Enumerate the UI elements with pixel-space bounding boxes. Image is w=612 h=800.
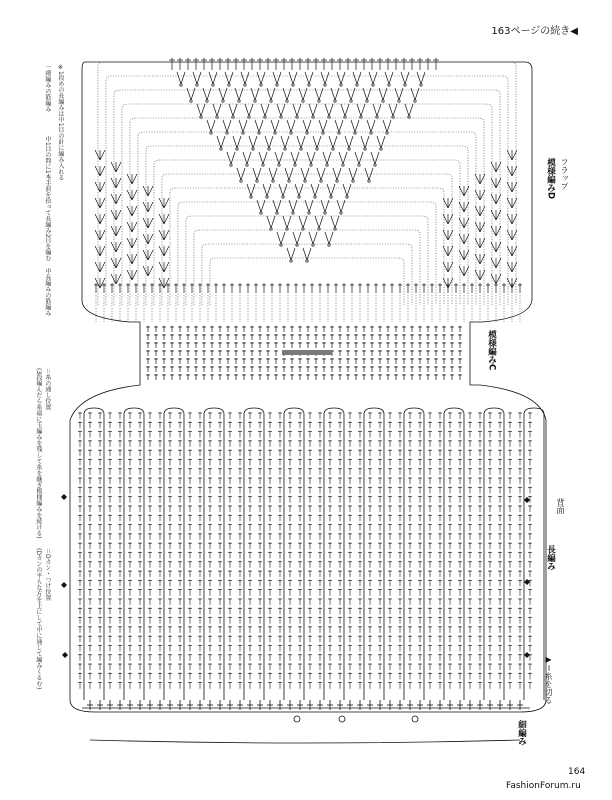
v-stitch (341, 104, 349, 116)
fan-stitch (459, 202, 469, 212)
v-stitch (239, 120, 247, 132)
chain-dot (222, 100, 224, 102)
fan-stitch (491, 210, 501, 220)
fan-stitch (143, 218, 153, 228)
fan-stitch (127, 270, 137, 280)
chain-dot (344, 116, 346, 118)
v-stitch (337, 72, 345, 84)
row-connector (194, 230, 420, 305)
fan-stitch (459, 234, 469, 244)
chain-dot (260, 84, 262, 86)
chain-dot (318, 100, 320, 102)
chain-dot (366, 100, 368, 102)
fan-stitch (95, 214, 105, 224)
chain-dot (248, 116, 250, 118)
fan-stitch (475, 238, 485, 248)
chain-dot (368, 180, 370, 182)
chain-dot (254, 100, 256, 102)
v-stitch (417, 72, 425, 84)
v-stitch (319, 120, 327, 132)
v-stitch (267, 216, 275, 228)
v-stitch (255, 120, 263, 132)
v-stitch (291, 152, 299, 164)
fan-stitch (443, 198, 453, 208)
v-stitch (293, 232, 301, 244)
v-stitch (343, 184, 351, 196)
chart-outline (70, 62, 546, 712)
ring-marker (294, 716, 300, 722)
chain-dot (282, 196, 284, 198)
chain-dot (212, 84, 214, 86)
v-stitch (241, 72, 249, 84)
v-stitch (257, 72, 265, 84)
chain-dot (382, 100, 384, 102)
fan-stitch (443, 214, 453, 224)
cut-yarn-label: ▶＝糸を切る (544, 655, 553, 704)
fan-stitch (491, 258, 501, 268)
v-stitch (353, 72, 361, 84)
fan-stitch (127, 206, 137, 216)
chain-dot (326, 164, 328, 166)
chain-dot (334, 100, 336, 102)
v-stitch (219, 88, 227, 100)
chain-dot (314, 196, 316, 198)
chain-dot (196, 84, 198, 86)
chain-dot (230, 164, 232, 166)
back-label: 背面 (556, 498, 565, 514)
row-connector (114, 90, 500, 305)
v-stitch (383, 120, 391, 132)
v-stitch (257, 200, 265, 212)
v-stitch (369, 72, 377, 84)
column-outline (444, 408, 464, 700)
fan-stitch (143, 234, 153, 244)
v-stitch (321, 72, 329, 84)
chain-dot (276, 84, 278, 86)
fan-stitch (507, 246, 517, 256)
chain-dot (190, 100, 192, 102)
column-outline (164, 408, 184, 700)
bottom-chain-arc (90, 740, 520, 743)
v-stitch (225, 72, 233, 84)
fan-stitch (111, 194, 121, 204)
v-stitch (223, 120, 231, 132)
chain-dot (240, 180, 242, 182)
fan-stitch (127, 254, 137, 264)
chain-dot (324, 84, 326, 86)
chain-dot (286, 100, 288, 102)
fan-stitch (491, 274, 501, 284)
column-outline (364, 408, 384, 700)
v-stitch (385, 72, 393, 84)
chain-dot (302, 228, 304, 230)
fan-stitch (507, 166, 517, 176)
v-stitch (339, 152, 347, 164)
chain-dot (298, 196, 300, 198)
single-crochet-edge (82, 700, 530, 743)
v-stitch (315, 216, 323, 228)
v-stitch (307, 152, 315, 164)
v-stitch (209, 72, 217, 84)
row-connector (210, 258, 404, 305)
chain-dot (220, 148, 222, 150)
v-stitch (289, 72, 297, 84)
fan-stitch (95, 230, 105, 240)
chain-dot (320, 180, 322, 182)
fan-stitch (143, 202, 153, 212)
fan-stitch (475, 174, 485, 184)
chain-dot (210, 132, 212, 134)
chain-dot (236, 148, 238, 150)
flap-label: フラップ (560, 158, 569, 190)
legend-tr-pair: 中1目の間に1本手前を拾って長編み2目を編む (43, 136, 51, 262)
chain-dot (272, 180, 274, 182)
v-stitch (309, 232, 317, 244)
chain-dot (372, 84, 374, 86)
v-stitch (315, 88, 323, 100)
v-stitch (287, 120, 295, 132)
fan-stitch (159, 214, 169, 224)
v-stitch (295, 184, 303, 196)
v-stitch (213, 104, 221, 116)
fan-stitch (507, 262, 517, 272)
chain-dot (256, 180, 258, 182)
fan-stitch (475, 222, 485, 232)
markers (61, 494, 530, 658)
fan-stitch (95, 278, 105, 288)
v-stitch (325, 104, 333, 116)
fan-stitch (111, 274, 121, 284)
chain-dot (386, 132, 388, 134)
chain-dot (404, 84, 406, 86)
v-stitch (277, 232, 285, 244)
chain-dot (348, 148, 350, 150)
chain-dot (358, 164, 360, 166)
legend-htr-back-loop: 中長編みの筋編み (43, 268, 51, 316)
v-stitch (261, 104, 269, 116)
fan-stitch (159, 246, 169, 256)
v-stitch (377, 136, 385, 148)
chain-dot (340, 212, 342, 214)
chain-dot (244, 84, 246, 86)
v-stitch (193, 72, 201, 84)
chain-dot (262, 164, 264, 166)
yarn-position-bar (282, 350, 332, 355)
fan-stitch (95, 262, 105, 272)
fan-stitch (95, 166, 105, 176)
row-connector (138, 132, 476, 305)
v-stitch (371, 152, 379, 164)
ring-marker (339, 716, 345, 722)
row-connector (98, 62, 516, 305)
chain-dot (308, 84, 310, 86)
chain-dot (250, 196, 252, 198)
column-outline (124, 408, 144, 700)
fan-stitch (127, 222, 137, 232)
fan-stitch (491, 242, 501, 252)
chain-dot (342, 164, 344, 166)
fan-stitch (459, 266, 469, 276)
fan-stitch (475, 190, 485, 200)
chain-dot (310, 164, 312, 166)
fan-stitch (143, 250, 153, 260)
chain-dot (398, 100, 400, 102)
fan-stitch (111, 226, 121, 236)
v-stitch (283, 216, 291, 228)
legend-note-first-row: ※1段めの長編みは中1目の針に編み入れる (56, 64, 64, 181)
chain-dot (180, 84, 182, 86)
fan-stitch (459, 186, 469, 196)
v-stitch (355, 152, 363, 164)
chart-border (70, 62, 546, 712)
chain-dot (364, 148, 366, 150)
chain-dot (286, 228, 288, 230)
fan-stitch (507, 214, 517, 224)
chain-dot (360, 116, 362, 118)
tr-stitch-label: 長編み (545, 545, 556, 571)
fan-stitch (127, 238, 137, 248)
column-outline (404, 408, 424, 700)
chain-dot (246, 164, 248, 166)
chain-dot (306, 132, 308, 134)
v-stitch (351, 120, 359, 132)
v-stitch (317, 168, 325, 180)
fan-stitch (159, 278, 169, 288)
chain-dot (226, 132, 228, 134)
fan-stitch (443, 246, 453, 256)
fan-stitch (95, 198, 105, 208)
v-stitch (263, 184, 271, 196)
v-stitch (299, 216, 307, 228)
continuation-header: 163ページの続き◀ (491, 26, 578, 37)
v-stitch (177, 72, 185, 84)
v-stitch (327, 184, 335, 196)
v-stitch (207, 120, 215, 132)
chain-dot (232, 116, 234, 118)
v-stitch (203, 88, 211, 100)
chain-dot (266, 196, 268, 198)
chain-dot (290, 132, 292, 134)
chain-dot (350, 100, 352, 102)
chain-dot (206, 100, 208, 102)
fan-stitch (459, 218, 469, 228)
chain-dot (306, 260, 308, 262)
fan-stitch (95, 182, 105, 192)
fan-stitch (95, 246, 105, 256)
chain-dot (216, 116, 218, 118)
chain-dot (300, 148, 302, 150)
fan-stitch (111, 210, 121, 220)
fan-stitch (143, 266, 153, 276)
legend-d-ring: ＝Dカン・つけ位置 (43, 548, 51, 601)
chain-dot (308, 212, 310, 214)
fan-stitch (475, 206, 485, 216)
v-stitch (325, 232, 333, 244)
pattern-d-label: 模様編みD (545, 158, 556, 200)
chain-dot (346, 196, 348, 198)
fan-stitch (143, 186, 153, 196)
fan-stitch (111, 242, 121, 252)
chain-dot (292, 212, 294, 214)
v-stitch (277, 104, 285, 116)
chain-dot (268, 148, 270, 150)
chain-dot (312, 116, 314, 118)
v-stitch (243, 152, 251, 164)
chain-dot (356, 84, 358, 86)
v-stitch (301, 168, 309, 180)
fan-stitch (443, 230, 453, 240)
row-connector (178, 202, 436, 305)
v-stitch (281, 136, 289, 148)
fan-stitch (127, 190, 137, 200)
diamond-marker (62, 652, 68, 658)
fan-stitch (507, 230, 517, 240)
column-outline (324, 408, 344, 700)
diamond-marker (61, 582, 67, 588)
chain-dot (290, 260, 292, 262)
chain-dot (336, 180, 338, 182)
legend-yarn-position: ＝糸の通し位置 (43, 368, 51, 411)
chain-dot (284, 148, 286, 150)
chain-dot (228, 84, 230, 86)
fan-stitch (159, 230, 169, 240)
column-outline (84, 408, 104, 700)
chain-dot (294, 164, 296, 166)
v-stitch (275, 152, 283, 164)
watermark: FashionForum.ru (506, 781, 581, 791)
v-stitch (411, 88, 419, 100)
fan-stitch (491, 194, 501, 204)
legend-yarn-position-note: (3段編んだら糸端に玉編みを残して糸を継ぎ模様編みを続ける) (34, 368, 42, 539)
v-stitch (335, 120, 343, 132)
fan-stitch (491, 178, 501, 188)
chain-dot (328, 116, 330, 118)
v-stitch (197, 104, 205, 116)
fan-stitch (459, 250, 469, 260)
chain-dot (352, 180, 354, 182)
chain-dot (388, 84, 390, 86)
chain-dot (276, 212, 278, 214)
v-stitch (331, 88, 339, 100)
fan-stitch (507, 182, 517, 192)
chain-dot (322, 132, 324, 134)
v-stitch (273, 72, 281, 84)
v-stitch (293, 104, 301, 116)
ring-marker (412, 716, 418, 722)
v-stitch (401, 72, 409, 84)
chain-dot (292, 84, 294, 86)
chain-dot (332, 148, 334, 150)
v-stitch (245, 104, 253, 116)
fan-stitch (507, 198, 517, 208)
v-stitch (259, 152, 267, 164)
row-connector (202, 244, 412, 305)
v-stitch (361, 136, 369, 148)
fan-stitch (491, 162, 501, 172)
diamond-marker (61, 494, 67, 500)
v-stitch (303, 120, 311, 132)
fan-stitch (491, 226, 501, 236)
v-stitch (405, 104, 413, 116)
fan-stitch (159, 198, 169, 208)
fan-stitch (95, 150, 105, 160)
v-stitch (389, 104, 397, 116)
v-stitch (271, 120, 279, 132)
v-stitch (229, 104, 237, 116)
pattern-c-label: 模様編みC (486, 330, 497, 371)
v-stitch (331, 216, 339, 228)
row-connector-lines (96, 62, 520, 322)
v-stitch (227, 152, 235, 164)
fan-stitch (111, 258, 121, 268)
fan-stitch (111, 178, 121, 188)
fan-stitch (443, 262, 453, 272)
chain-dot (252, 148, 254, 150)
chain-dot (414, 100, 416, 102)
chain-dot (324, 212, 326, 214)
column-outline (204, 408, 224, 700)
page-number: 164 (568, 767, 586, 777)
v-stitch (303, 248, 311, 260)
chain-dot (374, 164, 376, 166)
v-stitch (311, 184, 319, 196)
v-stitch (299, 88, 307, 100)
fan-stitch (475, 254, 485, 264)
chain-dot (328, 244, 330, 246)
v-stitch (247, 184, 255, 196)
diamond-marker (524, 652, 530, 658)
column-outline (244, 408, 264, 700)
v-stitch (373, 104, 381, 116)
chain-dot (304, 180, 306, 182)
v-stitch (279, 184, 287, 196)
chain-dot (340, 84, 342, 86)
diamond-marker (524, 579, 530, 585)
fan-stitch (111, 162, 121, 172)
chain-dot (302, 100, 304, 102)
v-stitch (273, 200, 281, 212)
fan-stitch (475, 270, 485, 280)
sc-label: 細編み (516, 720, 527, 746)
fan-stitch (507, 150, 517, 160)
chain-dot (330, 196, 332, 198)
chain-dot (288, 180, 290, 182)
chain-dot (260, 212, 262, 214)
chain-dot (380, 148, 382, 150)
fan-stitch (159, 262, 169, 272)
fan-stitch (127, 174, 137, 184)
column-outline (484, 408, 504, 700)
column-outline (284, 408, 304, 700)
legend-d-ring-note: (Dカンの平らな方を上にして中に通して編みくるむ) (34, 548, 42, 690)
v-stitch (333, 168, 341, 180)
chain-dot (278, 164, 280, 166)
v-stitch (323, 152, 331, 164)
chain-dot (420, 84, 422, 86)
chain-dot (270, 100, 272, 102)
v-stitch (265, 136, 273, 148)
chain-dot (316, 148, 318, 150)
legend-sc-back-loop: 一細編みの筋編み (43, 64, 51, 112)
v-stitch (309, 104, 317, 116)
diamond-marker (524, 497, 530, 503)
chain-dot (238, 100, 240, 102)
v-stitch (305, 72, 313, 84)
chain-dot (270, 228, 272, 230)
v-stitch (367, 120, 375, 132)
v-stitch (357, 104, 365, 116)
